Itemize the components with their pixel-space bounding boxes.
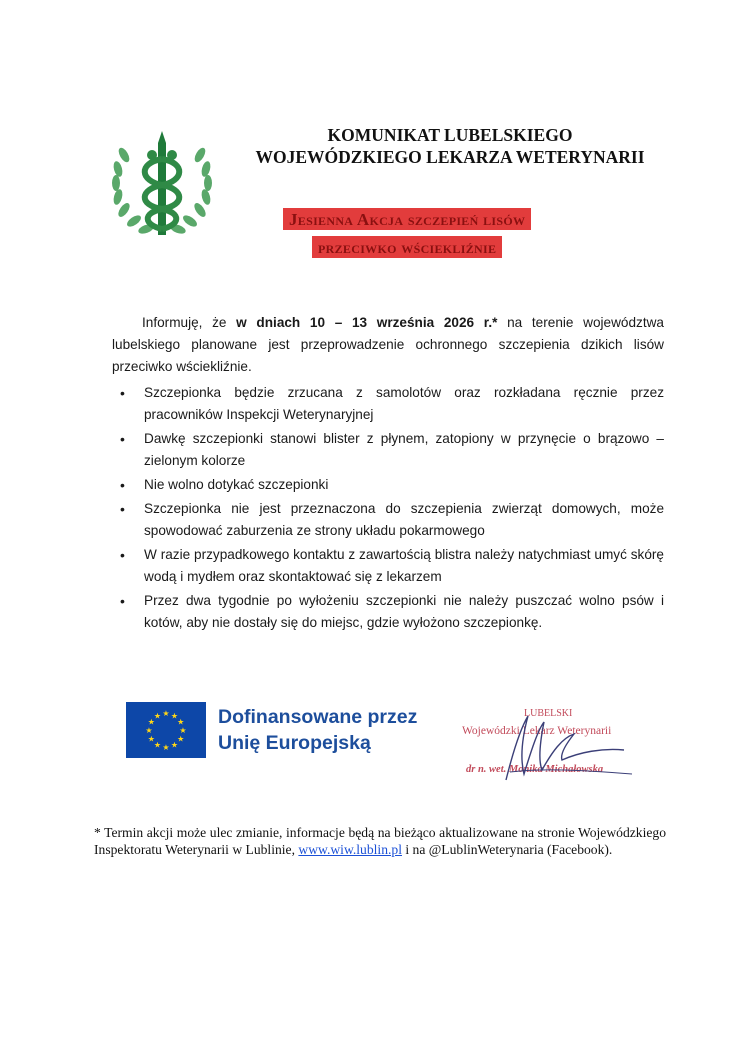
caduceus-logo-icon: [108, 125, 216, 247]
eu-line-1: Dofinansowane przez: [218, 706, 418, 728]
eu-star-icon: ★: [179, 726, 187, 735]
official-stamp: [462, 708, 642, 792]
stamp-line-2: Wojewódzki Lekarz Weterynarii: [462, 725, 612, 737]
eu-star-icon: ★: [162, 709, 170, 718]
wiw-website-link[interactable]: www.wiw.lublin.pl: [298, 842, 402, 857]
info-list: [112, 382, 664, 634]
list-item: • Przez dwa tygodnie po wyłożeniu szczepionki nie należy puszczać wolno psów i kotów, aby nie dostały się do miejsc, gdzie wyłożono szczepionkę.: [144, 590, 664, 634]
main-content: [112, 312, 664, 636]
list-item: • Szczepionka będzie zrzucana z samolotów oraz rozkładana ręcznie przez pracowników Inspekcji Weterynaryjnej: [144, 382, 664, 426]
banner-line-2: przeciwko wściekliźnie: [312, 236, 502, 258]
eu-star-icon: ★: [177, 717, 185, 727]
intro-after: na terenie województwa lubelskiego planowane jest przeprowadzenie ochronnego szczepienia dzikich lisów przeciwko wściekliźnie.: [112, 315, 664, 374]
eu-funding-text: [218, 704, 417, 756]
eu-star-icon: ★: [147, 717, 155, 727]
banner-line-1: Jesienna Akcja szczepień lisów: [283, 208, 531, 230]
footnote-text: * Termin akcji może ulec zmianie, informacje będą na bieżąco aktualizowane na stronie Wojewódzkiego Inspektoratu Weterynarii w Lublinie,: [94, 825, 666, 857]
stamp-line-3: dr n. wet. Monika Michałowska: [466, 764, 604, 775]
title-line-2: WOJEWÓDZKIEGO LEKARZA WETERYNARII: [255, 147, 645, 167]
eu-star-icon: ★: [162, 743, 170, 752]
title-line-1: KOMUNIKAT LUBELSKIEGO: [327, 125, 573, 145]
eu-star-icon: ★: [153, 711, 162, 721]
eu-star-icon: ★: [170, 740, 179, 750]
eu-star-icon: ★: [145, 726, 153, 735]
page-title: [240, 124, 660, 168]
eu-star-icon: ★: [177, 734, 185, 744]
eu-line-2: Unię Europejską: [218, 732, 371, 754]
footnote-after: i na @LublinWeterynaria (Facebook).: [401, 842, 613, 857]
campaign-banner: [283, 208, 531, 258]
eu-star-icon: ★: [170, 711, 179, 721]
intro-paragraph: [112, 312, 664, 378]
list-item: • Dawkę szczepionki stanowi blister z płynem, zatopiony w przynęcie o brązowo – zielonym kolorze: [144, 428, 664, 472]
list-item: • Nie wolno dotykać szczepionki: [144, 474, 664, 496]
intro-date: w dniach 10 – 13 września 2026 r.*: [236, 315, 498, 330]
list-item: • Szczepionka nie jest przeznaczona do szczepienia zwierząt domowych, może spowodować zaburzenia ze strony układu pokarmowego: [144, 498, 664, 542]
intro-before: Informuję, że: [142, 315, 237, 330]
eu-flag-icon: [126, 702, 206, 758]
eu-star-icon: ★: [153, 740, 162, 750]
footnote: [94, 824, 666, 858]
stamp-line-1: LUBELSKI: [524, 708, 573, 719]
list-item: • W razie przypadkowego kontaktu z zawartością blistra należy natychmiast umyć skórę wodą i mydłem oraz skontaktować się z lekarzem: [144, 544, 664, 588]
signature-icon: [462, 708, 642, 792]
eu-star-icon: ★: [147, 734, 155, 744]
